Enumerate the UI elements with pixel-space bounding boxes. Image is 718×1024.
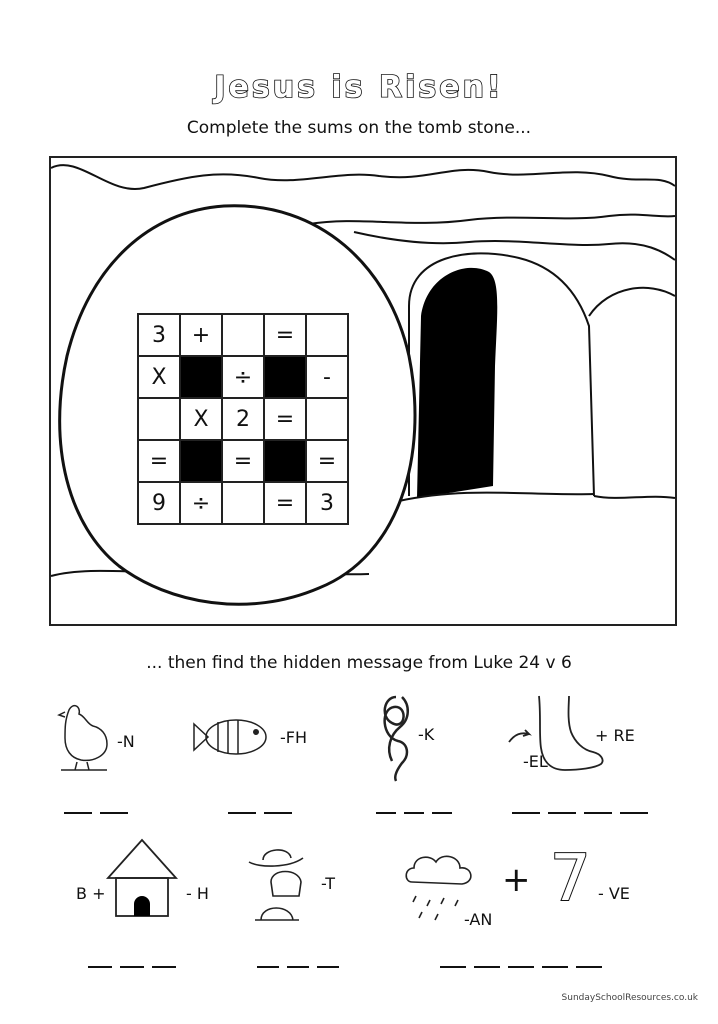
answer-blanks-1[interactable] (64, 802, 136, 821)
grid-cell-empty[interactable] (306, 398, 348, 440)
grid-cell: = (264, 314, 306, 356)
grid-cell: 2 (222, 398, 264, 440)
clue-rain-minus-text: -AN (464, 910, 493, 929)
clue-knot-text: -K (418, 725, 435, 744)
grid-row (138, 398, 348, 440)
clue-hut-suffix: - H (186, 884, 209, 903)
grid-cell: ÷ (222, 356, 264, 398)
answer-blanks-5[interactable] (88, 956, 184, 975)
clue-fish-text: -FH (280, 728, 308, 747)
clue-rain-suffix: - VE (598, 884, 630, 903)
answer-blanks-4[interactable] (512, 802, 656, 821)
footer-credit: SundaySchoolResources.co.uk (561, 993, 698, 1003)
grid-cell-shaded (180, 440, 222, 482)
clue-hen-text: -N (117, 732, 135, 751)
grid-cell: + (180, 314, 222, 356)
clue-rain (402, 842, 630, 932)
grid-row (138, 482, 348, 524)
hen-icon (55, 700, 113, 772)
grid-cell: ÷ (180, 482, 222, 524)
answer-blanks-6[interactable] (257, 956, 347, 975)
hut-icon (102, 838, 182, 922)
clue-foot-plus-text: + RE (595, 726, 635, 745)
grid-row (138, 314, 348, 356)
grid-cell: = (138, 440, 180, 482)
grid-row (138, 356, 348, 398)
grid-cell: = (306, 440, 348, 482)
grid-cell-shaded (264, 440, 306, 482)
grid-cell: = (222, 440, 264, 482)
clue-seven: 7 (550, 842, 591, 916)
knot-icon (376, 693, 420, 783)
grid-cell-shaded (264, 356, 306, 398)
grid-cell: 9 (138, 482, 180, 524)
clue-foot (505, 690, 635, 784)
sums-grid (137, 313, 349, 525)
grid-cell-empty[interactable] (222, 314, 264, 356)
clue-hen (55, 700, 135, 776)
grid-cell: 3 (138, 314, 180, 356)
clue-hut-prefix: B + (76, 884, 106, 903)
grid-cell: = (264, 482, 306, 524)
clue-fish (188, 712, 308, 766)
grid-cell-empty[interactable] (222, 482, 264, 524)
grid-cell: 3 (306, 482, 348, 524)
fish-icon (188, 712, 272, 762)
clue-rain-plus: + (502, 860, 531, 900)
grid-row (138, 440, 348, 482)
grid-cell-empty[interactable] (306, 314, 348, 356)
clue-foot-minus-text: -EL (523, 752, 548, 771)
answer-blanks-3[interactable] (376, 802, 460, 821)
hats-icon (243, 840, 323, 930)
grid-cell: X (138, 356, 180, 398)
clue-hats (243, 840, 336, 934)
grid-cell: - (306, 356, 348, 398)
page-title: Jesus is Risen! (214, 70, 504, 105)
grid-cell: = (264, 398, 306, 440)
clue-hats-text: -T (321, 874, 336, 893)
page-subtitle: Complete the sums on the tomb stone... (186, 118, 532, 138)
answer-blanks-2[interactable] (228, 802, 300, 821)
tomb-doorway (417, 268, 497, 498)
answer-blanks-7[interactable] (440, 956, 610, 975)
grid-cell-shaded (180, 356, 222, 398)
grid-cell: X (180, 398, 222, 440)
hidden-message-instruction: ... then find the hidden message from Luke 24 v 6 (146, 653, 572, 673)
clue-knot (376, 693, 435, 787)
grid-cell-empty[interactable] (138, 398, 180, 440)
